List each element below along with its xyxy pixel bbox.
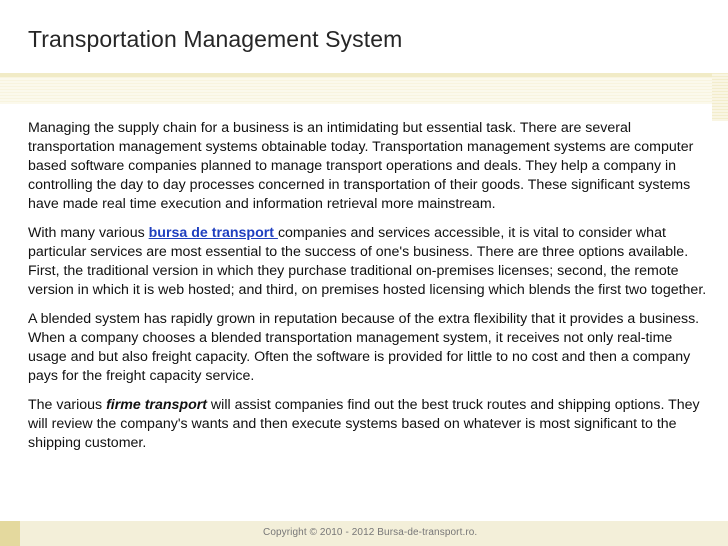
paragraph-4-end: will assist companies find out the best truck routes and shipping options. They will review the company's wants and then execute systems based on whatever is most significant to the shipping customer. [28, 397, 700, 451]
firme-transport-emphasis: firme transport [106, 397, 207, 413]
header-band-right [712, 73, 728, 121]
slide-title: Transportation Management System [28, 26, 403, 52]
footer-band [0, 521, 728, 546]
slide-body [28, 119, 713, 463]
footer-accent [0, 521, 20, 546]
header-band-lines [0, 77, 712, 104]
paragraph-2 [28, 224, 713, 300]
paragraph-1: Managing the supply chain for a business is an intimidating but essential task. There are several transportation management systems obtainable today. Transportation management systems are computer based software companies planned to manage transport operations and deals. They help a company in controlling the day to day processes concerned in transportation of their goods. These significant systems have made real time execution and information retrieval more mainstream. [28, 120, 694, 212]
paragraph-4 [28, 396, 713, 453]
paragraph-2-end: companies and services accessible, it is vital to consider what particular services are most essential to the success of one's business. There are three options available. First, the traditional version in which they purchase traditional on-premises licenses; second, the remote version in which it is web hosted; and third, on premises hosted licensing which blends the first two together. [28, 225, 707, 298]
paragraph-4-start: The various [28, 397, 107, 413]
bursa-de-transport-link[interactable]: bursa de transport [148, 225, 278, 241]
copyright-text: Copyright © 2010 - 2012 Bursa-de-transport.ro. [263, 527, 478, 538]
paragraph-3: A blended system has rapidly grown in reputation because of the extra flexibility that it provides a business. When a company chooses a blended transportation management system, it receives not only real-time usage and but also freight capacity. Often the software is provided for little to no cost and then a company pays for the freight capacity service. [28, 311, 700, 384]
paragraph-2-start: With many various [28, 225, 149, 241]
